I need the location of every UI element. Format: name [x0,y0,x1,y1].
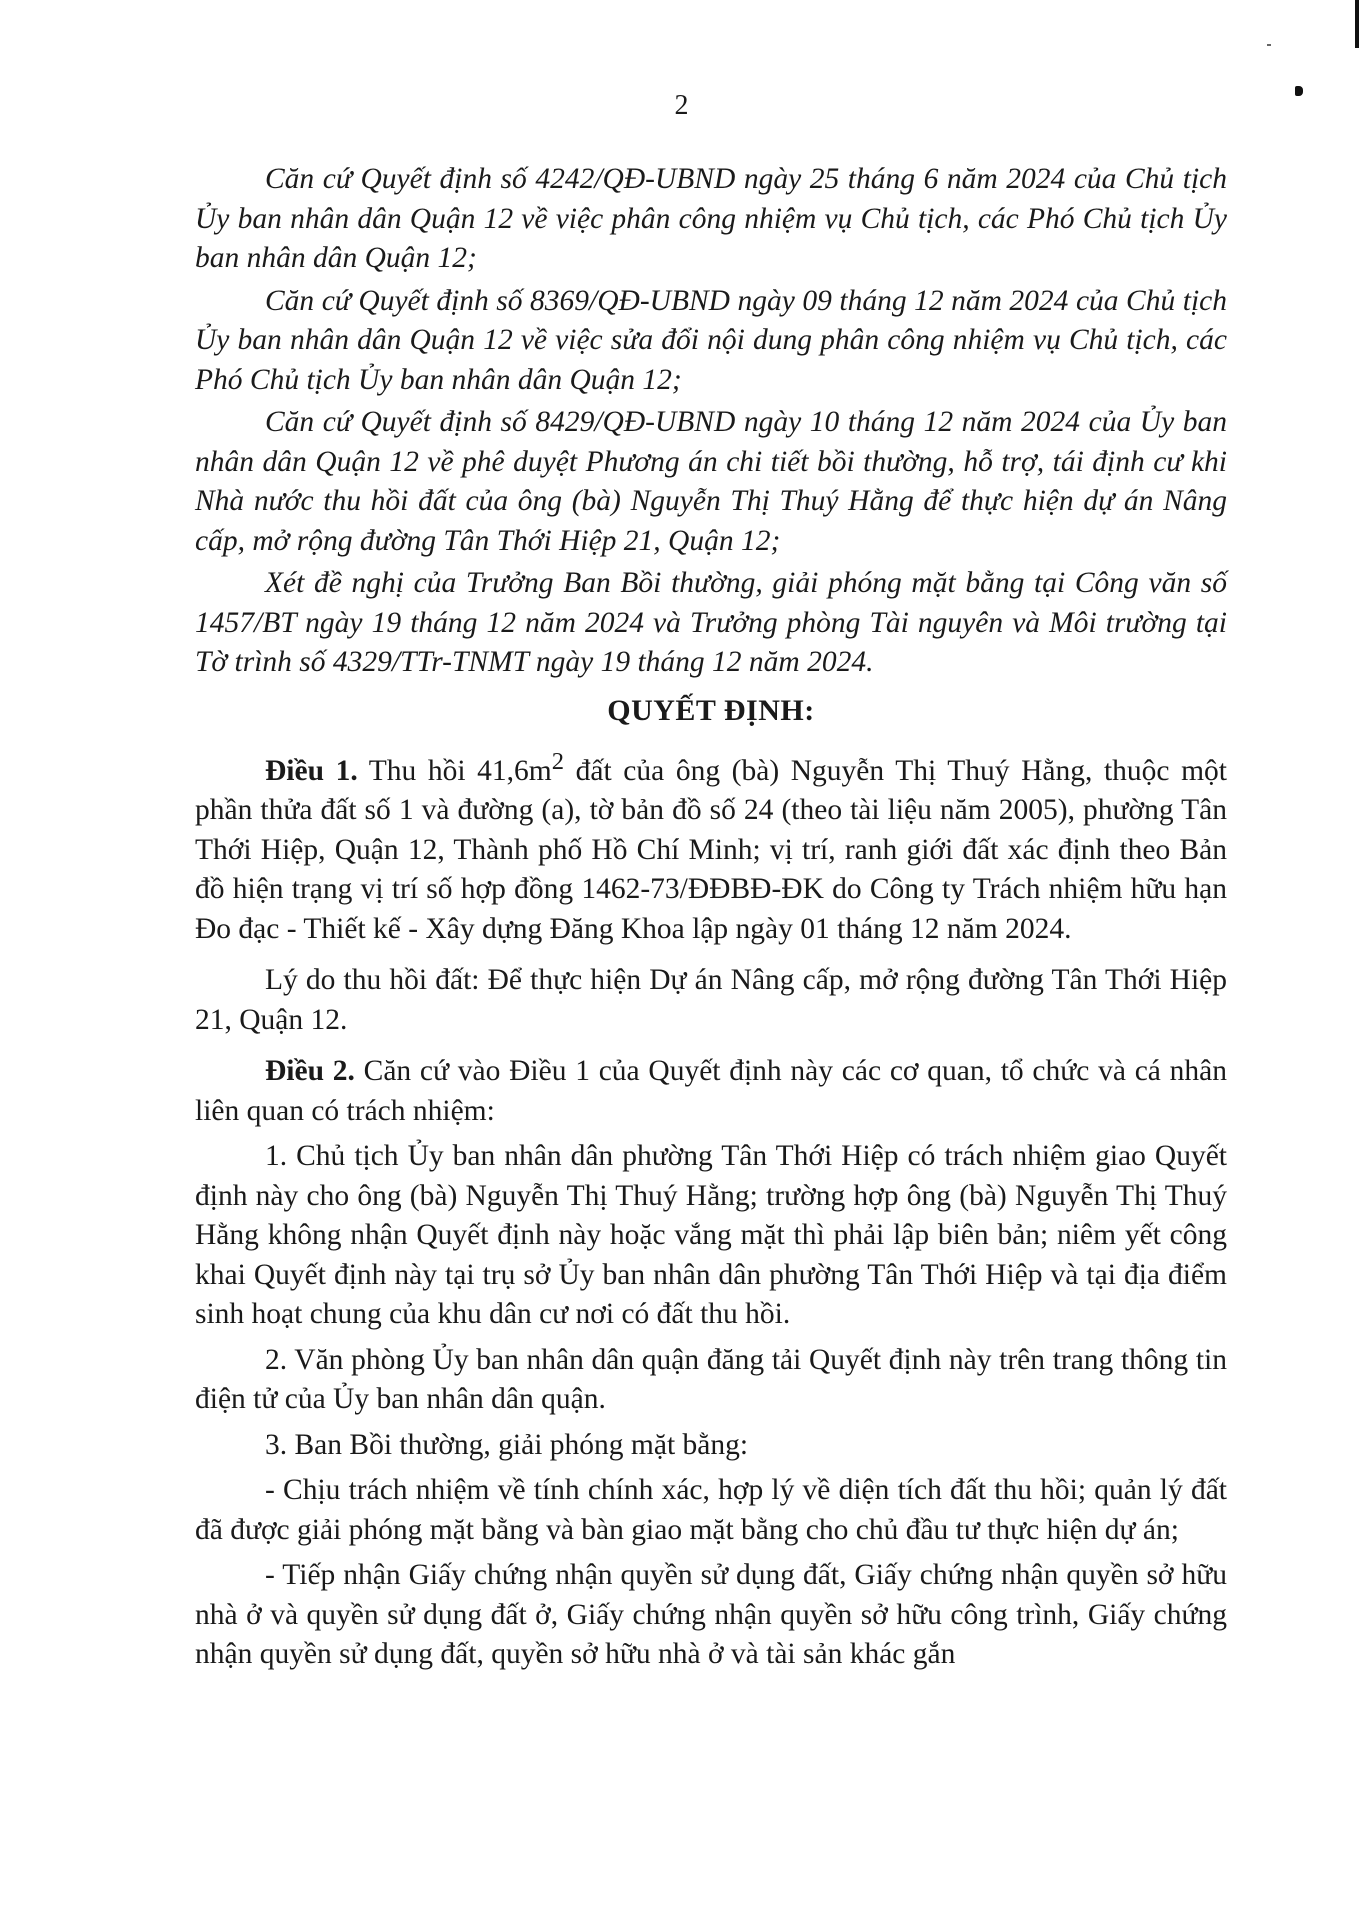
decision-heading: QUYẾT ĐỊNH: [607,693,815,727]
preamble-paragraph: Xét đề nghị của Trưởng Ban Bồi thường, giải phóng mặt bằng tại Công văn số 1457/BT ngày 19 tháng 12 năm 2024 và Trưởng phòng Tài nguyên và Môi trường tại Tờ trình số 4329/TTr-TNMT ngày 19 tháng 12 năm 2024. [195,567,1227,678]
scan-edge-mark [1355,0,1359,48]
article-1-text-cont: đất của ông (bà) Nguyễn Thị Thuý Hằng, thuộc một phần thửa đất số 1 và đường (a), tờ bản đồ số 24 (theo tài liệu năm 2005), phường Tân Thới Hiệp, Quận 12, Thành phố Hồ Chí Minh; vị trí, ranh giới đất xác định theo Bản đồ hiện trạng vị trí số hợp đồng 1462-73/ĐĐBĐ-ĐK do Công ty Trách nhiệm hữu hạn Đo đạc - Thiết kế - Xây dựng Đăng Khoa lập ngày 01 tháng 12 năm 2024. [195,754,1227,945]
article-2-item: 2. Văn phòng Ủy ban nhân dân quận đăng tải Quyết định này trên trang thông tin điện tử của Ủy ban nhân dân quận. [195,1343,1227,1416]
article-2-item: 1. Chủ tịch Ủy ban nhân dân phường Tân Thới Hiệp có trách nhiệm giao Quyết định này cho ông (bà) Nguyễn Thị Thuý Hằng; trường hợp ông (bà) Nguyễn Thị Thuý Hằng không nhận Quyết định này hoặc vắng mặt thì phải lập biên bản; niêm yết công khai Quyết định này tại trụ sở Ủy ban nhân dân phường Tân Thới Hiệp và tại địa điểm sinh hoạt chung của khu dân cư nơi có đất thu hồi. [195,1140,1227,1331]
article-1-paragraph [195,742,1227,949]
article-2-subitem: - Tiếp nhận Giấy chứng nhận quyền sử dụng đất, Giấy chứng nhận quyền sở hữu nhà ở và quyền sử dụng đất ở, Giấy chứng nhận quyền sở hữu công trình, Giấy chứng nhận quyền sử dụng đất, quyền sở hữu nhà ở và tài sản khác gắn [195,1559,1227,1671]
document-body [195,160,1227,1681]
article-2-item: 3. Ban Bồi thường, giải phóng mặt bằng: [265,1428,749,1461]
article-2-intro: Căn cứ vào Điều 1 của Quyết định này các cơ quan, tổ chức và cá nhân liên quan có trách nhiệm: [195,1055,1227,1127]
article-1-reason: Lý do thu hồi đất: Để thực hiện Dự án Nâng cấp, mở rộng đường Tân Thới Hiệp 21, Quận 12. [195,964,1227,1036]
page-number: 2 [674,90,689,121]
article-1-label: Điều 1. [265,754,358,787]
scan-speck [1267,44,1271,46]
preamble-paragraph: Căn cứ Quyết định số 8369/QĐ-UBND ngày 09 tháng 12 năm 2024 của Chủ tịch Ủy ban nhân dân Quận 12 về việc sửa đổi nội dung phân công nhiệm vụ Chủ tịch, các Phó Chủ tịch Ủy ban nhân dân Quận 12; [195,284,1227,396]
article-2-subitem: - Chịu trách nhiệm về tính chính xác, hợp lý về diện tích đất thu hồi; quản lý đất đã được giải phóng mặt bằng và bàn giao mặt bằng cho chủ đầu tư thực hiện dự án; [195,1474,1227,1546]
article-2-label: Điều 2. [265,1055,355,1088]
preamble-paragraph: Căn cứ Quyết định số 8429/QĐ-UBND ngày 10 tháng 12 năm 2024 của Ủy ban nhân dân Quận 12 về phê duyệt Phương án chi tiết bồi thường, hỗ trợ, tái định cư khi Nhà nước thu hồi đất của ông (bà) Nguyễn Thị Thuý Hằng để thực hiện dự án Nâng cấp, mở rộng đường Tân Thới Hiệp 21, Quận 12; [195,406,1227,557]
area-unit-superscript: 2 [551,748,565,775]
article-1-text: Thu hồi 41,6m [357,754,552,787]
article-2-paragraph [195,1052,1227,1131]
preamble-paragraph: Căn cứ Quyết định số 4242/QĐ-UBND ngày 25 tháng 6 năm 2024 của Chủ tịch Ủy ban nhân dân Quận 12 về việc phân công nhiệm vụ Chủ tịch, các Phó Chủ tịch Ủy ban nhân dân Quận 12; [195,163,1227,274]
